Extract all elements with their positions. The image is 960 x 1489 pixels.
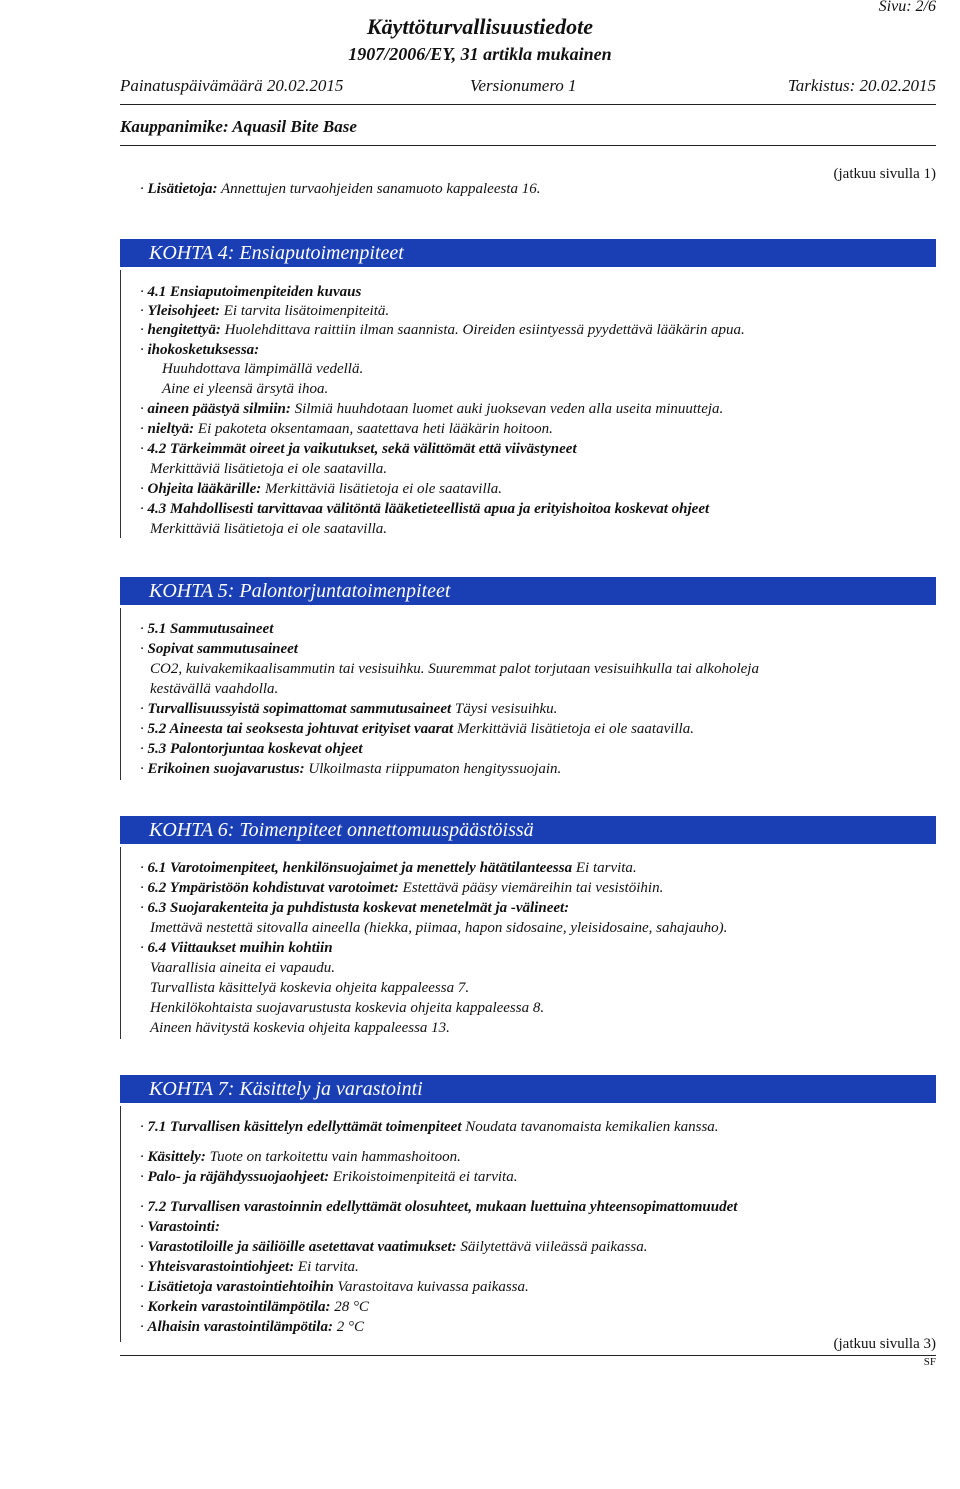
s6-line-6: Vaarallisia aineita ei vapaudu. (150, 960, 335, 976)
revision-date: Tarkistus: 20.02.2015 (787, 76, 936, 95)
s4-line-5: Huuhdottava lämpimällä vedellä. (162, 361, 364, 377)
s5-line-2: · Sopivat sammutusaineet (140, 641, 298, 657)
document-title: Käyttöturvallisuustiedote (366, 14, 594, 39)
s7-line-4: · 7.2 Turvallisen varastoinnin edellyttämät olosuhteet, mukaan luettuina yhteensopimattomuudet (140, 1199, 738, 1215)
footer-rule (120, 1355, 936, 1356)
s7-line-1: · 7.1 Turvallisen käsittelyn edellyttämät toimenpiteet Noudata tavanomaista kemikalien kanssa. (140, 1119, 719, 1135)
section-5-heading: KOHTA 5: Palontorjuntatoimenpiteet (120, 577, 936, 605)
header-rule (120, 104, 936, 105)
s7-line-7: · Yhteisvarastointiohjeet: Ei tarvita. (140, 1259, 359, 1275)
version-number: Versionumero 1 (470, 76, 577, 95)
s7-line-9: · Korkein varastointilämpötila: 28 °C (140, 1299, 369, 1315)
s6-line-4: Imettävä nestettä sitovalla aineella (hiekka, piimaa, hapon sidosaine, yleisidosaine, sahajauho). (150, 920, 728, 936)
s7-line-5: · Varastointi: (140, 1219, 221, 1235)
s5-line-4: kestävällä vaahdolla. (150, 681, 279, 697)
s5-line-5: · Turvallisuussyistä sopimattomat sammutusaineet Täysi vesisuihku. (140, 701, 558, 717)
s4-line-12: · 4.3 Mahdollisesti tarvittavaa välitöntä lääketieteellistä apua ja erityishoitoa koskevat ohjeet (140, 501, 710, 517)
s4-line-7: · aineen päästyä silmiin: Silmiä huuhdotaan luomet auki juoksevan veden alla useita minuutteja. (140, 401, 724, 417)
s4-line-1: · 4.1 Ensiaputoimenpiteiden kuvaus (140, 284, 362, 300)
s6-line-3: · 6.3 Suojarakenteita ja puhdistusta koskevat menetelmät ja -välineet: (140, 900, 570, 916)
print-date: Painatuspäivämäärä 20.02.2015 (120, 76, 344, 95)
trade-name-rule (120, 145, 936, 146)
document-regulation: 1907/2006/EY, 31 artikla mukainen (348, 44, 612, 64)
s7-line-2: · Käsittely: Tuote on tarkoitettu vain hammashoitoon. (140, 1149, 461, 1165)
s4-line-9: · 4.2 Tärkeimmät oireet ja vaikutukset, sekä välittömät että viivästyneet (140, 441, 577, 457)
s4-line-8: · nieltyä: Ei pakoteta oksentamaan, saatettava heti lääkärin hoitoon. (140, 421, 553, 437)
s5-line-6: · 5.2 Aineesta tai seoksesta johtuvat erityiset vaarat Merkittäviä lisätietoja ei ole saatavilla. (140, 721, 694, 737)
section-7-heading: KOHTA 7: Käsittely ja varastointi (120, 1075, 936, 1103)
s7-line-6: · Varastotiloille ja säiliöille asetettavat vaatimukset: Säilytettävä viileässä paikassa. (140, 1239, 648, 1255)
s4-line-11: · Ohjeita lääkärille: Merkittäviä lisätietoja ei ole saatavilla. (140, 481, 503, 497)
s5-line-3: CO2, kuivakemikaalisammutin tai vesisuihku. Suuremmat palot torjutaan vesisuihkulla tai alkoholeja (150, 661, 759, 677)
section-4-margin-bar (120, 270, 121, 538)
s5-line-8: · Erikoinen suojavarustus: Ulkoilmasta riippumaton hengityssuojain. (140, 761, 562, 777)
s6-line-1: · 6.1 Varotoimenpiteet, henkilönsuojaimet ja menettely hätätilanteessa Ei tarvita. (140, 860, 637, 876)
s4-line-13: Merkittäviä lisätietoja ei ole saatavilla. (150, 521, 388, 537)
s6-line-7: Turvallista käsittelyä koskevia ohjeita kappaleessa 7. (150, 980, 470, 996)
trade-name: Kauppanimike: Aquasil Bite Base (120, 117, 357, 136)
s7-line-10: · Alhaisin varastointilämpötila: 2 °C (140, 1319, 364, 1335)
page-number: Sivu: 2/6 (878, 0, 936, 15)
language-code: SF (923, 1356, 936, 1368)
s4-line-4: · ihokosketuksessa: (140, 342, 260, 358)
section-5-margin-bar (120, 608, 121, 780)
s7-line-8: · Lisätietoja varastointiehtoihin Varastoitava kuivassa paikassa. (140, 1279, 529, 1295)
s7-line-3: · Palo- ja räjähdyssuojaohjeet: Erikoistoimenpiteitä ei tarvita. (140, 1169, 518, 1185)
section-7-margin-bar (120, 1106, 121, 1342)
s4-line-10: Merkittäviä lisätietoja ei ole saatavilla. (150, 461, 388, 477)
s6-line-9: Aineen hävitystä koskevia ohjeita kappaleessa 13. (150, 1020, 450, 1036)
s4-line-6: Aine ei yleensä ärsytä ihoa. (162, 381, 329, 397)
s4-line-3: · hengitettyä: Huolehdittava raittiin ilman saannista. Oireiden esiintyessä pyydettävä lääkärin apua. (140, 322, 745, 338)
s6-line-5: · 6.4 Viittaukset muihin kohtiin (140, 940, 333, 956)
s5-line-7: · 5.3 Palontorjuntaa koskevat ohjeet (140, 741, 363, 757)
s5-line-1: · 5.1 Sammutusaineet (140, 621, 274, 637)
section-6-margin-bar (120, 847, 121, 1039)
pre-note: · Lisätietoja: Annettujen turvaohjeiden sanamuoto kappaleesta 16. (140, 181, 541, 197)
section-6-heading: KOHTA 6: Toimenpiteet onnettomuuspäästöissä (120, 816, 936, 844)
s4-line-2: · Yleisohjeet: Ei tarvita lisätoimenpiteitä. (140, 303, 390, 319)
section-4-heading: KOHTA 4: Ensiaputoimenpiteet (120, 239, 936, 267)
continued-to: (jatkuu sivulla 3) (833, 1336, 936, 1352)
s6-line-2: · 6.2 Ympäristöön kohdistuvat varotoimet: Estettävä pääsy viemäreihin tai vesistöihin. (140, 880, 664, 896)
continued-from: (jatkuu sivulla 1) (833, 166, 936, 182)
s6-line-8: Henkilökohtaista suojavarustusta koskevia ohjeita kappaleessa 8. (150, 1000, 545, 1016)
